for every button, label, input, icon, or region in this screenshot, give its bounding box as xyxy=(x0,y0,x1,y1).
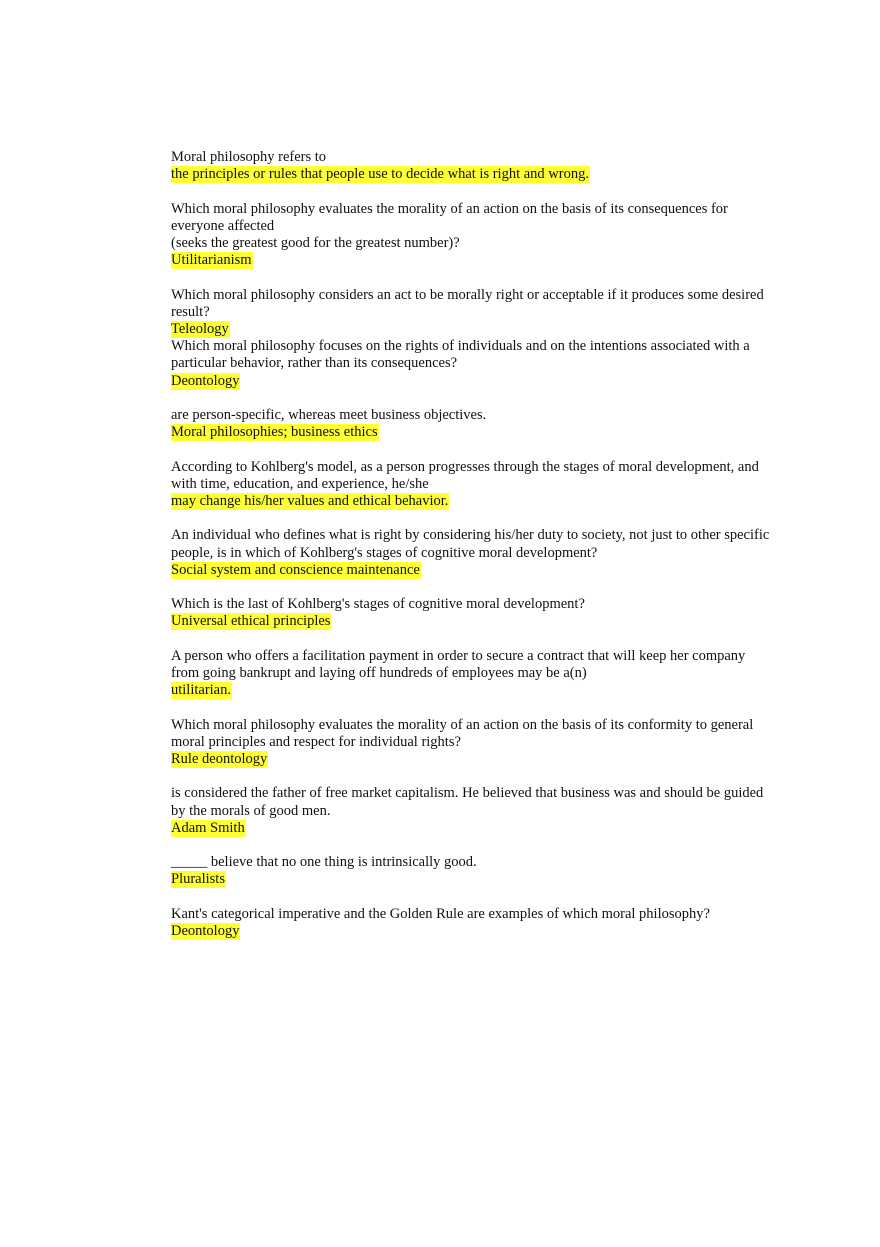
qa-item xyxy=(171,854,771,888)
question-text: An individual who defines what is right by considering his/her duty to society, not just to other specific people, is in which of Kohlberg's stages of cognitive moral development? xyxy=(171,527,770,561)
qa-item xyxy=(171,338,771,390)
question-text: According to Kohlberg's model, as a person progresses through the stages of moral development, and with time, education, and experience, he/she xyxy=(171,458,759,492)
question-text: A person who offers a facilitation payment in order to secure a contract that will keep her company from going bankrupt and laying off hundreds of employees may be a(n) xyxy=(171,647,746,681)
qa-list xyxy=(171,149,771,957)
answer-highlight: Moral philosophies; business ethics xyxy=(171,424,378,441)
qa-item xyxy=(171,717,771,769)
question-text: Which is the last of Kohlberg's stages of cognitive moral development? xyxy=(171,596,585,613)
qa-item xyxy=(171,287,771,339)
question-text: Which moral philosophy focuses on the rights of individuals and on the intentions associated with a particular behavior, rather than its consequences? xyxy=(171,338,750,372)
qa-item xyxy=(171,201,771,270)
qa-item xyxy=(171,149,771,183)
answer-highlight: Adam Smith xyxy=(171,819,245,836)
answer-highlight: Teleology xyxy=(171,321,229,337)
question-text: Which moral philosophy considers an act to be morally right or acceptable if it produces some desired result? xyxy=(171,286,764,320)
question-text: Which moral philosophy evaluates the morality of an action on the basis of its consequences for everyone affected (seeks the greatest good for the greatest number)? xyxy=(171,200,728,251)
answer-highlight: may change his/her values and ethical behavior. xyxy=(171,493,449,509)
question-text: Which moral philosophy evaluates the morality of an action on the basis of its conformity to general moral principles and respect for individual rights? xyxy=(171,716,754,750)
question-text: is considered the father of free market capitalism. He believed that business was and should be guided by the morals of good men. xyxy=(171,785,764,819)
answer-highlight: utilitarian. xyxy=(171,682,231,699)
qa-item xyxy=(171,527,771,579)
qa-item xyxy=(171,648,771,700)
question-text: Moral philosophy refers to xyxy=(171,149,327,165)
answer-highlight: Social system and conscience maintenance xyxy=(171,561,420,578)
answer-highlight: Universal ethical principles xyxy=(171,613,331,630)
answer-highlight: Deontology xyxy=(171,922,240,939)
qa-item xyxy=(171,596,771,630)
qa-item xyxy=(171,407,771,441)
answer-highlight: the principles or rules that people use to decide what is right and wrong. xyxy=(171,166,589,183)
qa-item xyxy=(171,785,771,837)
qa-item xyxy=(171,906,771,940)
answer-highlight: Rule deontology xyxy=(171,750,268,767)
question-text: are person-specific, whereas meet business objectives. xyxy=(171,407,487,423)
question-text: _____ believe that no one thing is intrinsically good. xyxy=(171,854,477,871)
answer-highlight: Deontology xyxy=(171,372,240,389)
question-text: Kant's categorical imperative and the Golden Rule are examples of which moral philosophy? xyxy=(171,905,710,922)
answer-highlight: Pluralists xyxy=(171,871,225,888)
answer-highlight: Utilitarianism xyxy=(171,252,252,269)
qa-item xyxy=(171,459,771,511)
